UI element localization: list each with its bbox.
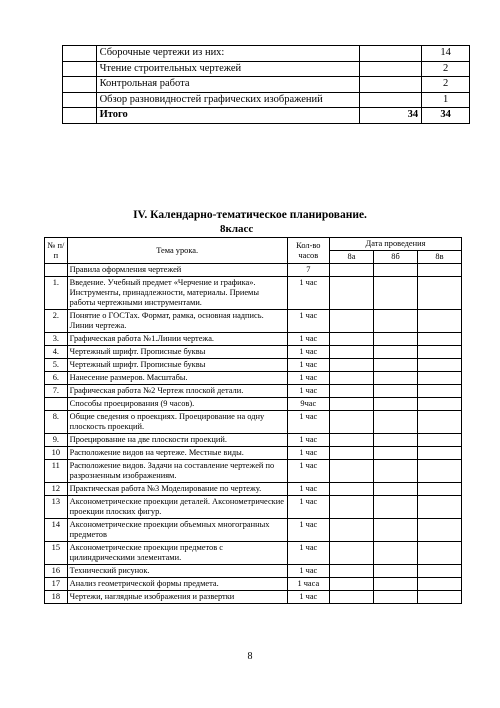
row-number: 1.: [45, 277, 68, 310]
summary-topic: Чтение строительных чертежей: [96, 61, 360, 77]
row-topic: Расположение видов на чертеже. Местные виды.: [67, 447, 287, 460]
row-date-8a: [330, 398, 374, 411]
row-number: 3.: [45, 333, 68, 346]
summary-row: [63, 77, 470, 93]
row-date-8a: [330, 372, 374, 385]
row-date-8b: [373, 277, 417, 310]
row-hours: 1 час: [287, 542, 329, 565]
row-topic: Чертежи, наглядные изображения и развертки: [67, 591, 287, 604]
row-date-8b: [373, 460, 417, 483]
row-date-8b: [373, 447, 417, 460]
row-hours: 1 час: [287, 434, 329, 447]
row-date-8b: [373, 434, 417, 447]
row-date-8a: [330, 264, 374, 277]
row-number: 9.: [45, 434, 68, 447]
row-number: 12: [45, 483, 68, 496]
row-hours: 1 час: [287, 591, 329, 604]
row-number: 16: [45, 565, 68, 578]
row-hours: 1 час: [287, 565, 329, 578]
row-date-8v: [417, 333, 461, 346]
row-topic: Анализ геометрической формы предмета.: [67, 578, 287, 591]
row-date-8v: [417, 346, 461, 359]
plan-row: [45, 496, 462, 519]
row-date-8v: [417, 565, 461, 578]
summary-hours: [360, 61, 422, 77]
row-date-8v: [417, 385, 461, 398]
plan-row: [45, 398, 462, 411]
header-date-8v: 8в: [417, 251, 461, 264]
plan-row: [45, 385, 462, 398]
row-hours: 1 час: [287, 333, 329, 346]
row-hours: 1 часа: [287, 578, 329, 591]
summary-topic: Контрольная работа: [96, 77, 360, 93]
row-date-8b: [373, 565, 417, 578]
row-date-8a: [330, 578, 374, 591]
plan-row: [45, 333, 462, 346]
plan-row: [45, 591, 462, 604]
plan-row: [45, 346, 462, 359]
row-date-8a: [330, 460, 374, 483]
row-date-8a: [330, 333, 374, 346]
row-date-8b: [373, 542, 417, 565]
row-date-8a: [330, 434, 374, 447]
row-date-8v: [417, 434, 461, 447]
plan-row: [45, 519, 462, 542]
row-date-8v: [417, 372, 461, 385]
row-date-8a: [330, 411, 374, 434]
plan-row: [45, 264, 462, 277]
row-topic: Аксонометрические проекции предметов с цилиндрическими элементами.: [67, 542, 287, 565]
plan-row: [45, 460, 462, 483]
plan-row: [45, 483, 462, 496]
row-date-8v: [417, 496, 461, 519]
row-hours: 1 час: [287, 310, 329, 333]
row-date-8v: [417, 310, 461, 333]
row-topic: Расположение видов. Задачи на составление чертежей по разрозненным изображениям.: [67, 460, 287, 483]
summary-row: [63, 92, 470, 108]
row-topic: Аксонометрические проекции деталей. Аксонометрические проекции плоских фигур.: [67, 496, 287, 519]
header-hours: Кол-во часов: [287, 238, 329, 264]
plan-header-row: [45, 238, 462, 251]
row-topic: Технический рисунок.: [67, 565, 287, 578]
row-number: 6.: [45, 372, 68, 385]
summary-table: [62, 45, 470, 124]
row-topic: Аксонометрические проекции объемных многогранных предметов: [67, 519, 287, 542]
summary-total-value: 34: [422, 108, 470, 124]
row-date-8b: [373, 372, 417, 385]
row-hours: 7: [287, 264, 329, 277]
summary-index-cell: [63, 108, 97, 124]
row-date-8v: [417, 460, 461, 483]
row-date-8a: [330, 385, 374, 398]
summary-topic: Обзор разновидностей графических изображений: [96, 92, 360, 108]
header-date-8b: 8б: [373, 251, 417, 264]
row-hours: 1 час: [287, 519, 329, 542]
row-number: 17: [45, 578, 68, 591]
row-date-8b: [373, 411, 417, 434]
row-number: 8.: [45, 411, 68, 434]
row-date-8b: [373, 483, 417, 496]
summary-hours: [360, 92, 422, 108]
header-date-group: Дата проведения: [330, 238, 462, 251]
row-date-8b: [373, 519, 417, 542]
row-topic: Введение. Учебный предмет «Черчение и графика». Инструменты, принадлежности, материалы. Приемы работы чертежными инструментами.: [67, 277, 287, 310]
summary-row: [63, 46, 470, 62]
row-hours: 1 час: [287, 496, 329, 519]
row-date-8v: [417, 483, 461, 496]
plan-row: [45, 565, 462, 578]
plan-row: [45, 434, 462, 447]
header-topic: Тема урока.: [67, 238, 287, 264]
summary-hours: [360, 77, 422, 93]
row-date-8b: [373, 578, 417, 591]
row-number: 10: [45, 447, 68, 460]
class-label: 8класс: [220, 223, 254, 235]
row-hours: 1 час: [287, 346, 329, 359]
plan-row: [45, 372, 462, 385]
row-date-8v: [417, 277, 461, 310]
row-hours: 1 час: [287, 447, 329, 460]
summary-index-cell: [63, 77, 97, 93]
plan-row: [45, 447, 462, 460]
row-date-8a: [330, 591, 374, 604]
row-date-8b: [373, 398, 417, 411]
summary-total: 2: [422, 61, 470, 77]
row-date-8b: [373, 346, 417, 359]
row-number: [45, 398, 68, 411]
row-hours: 1 час: [287, 411, 329, 434]
row-date-8v: [417, 542, 461, 565]
summary-total-row: [63, 108, 470, 124]
row-date-8a: [330, 542, 374, 565]
plan-row: [45, 578, 462, 591]
row-date-8b: [373, 333, 417, 346]
row-topic: Практическая работа №3 Моделирование по чертежу.: [67, 483, 287, 496]
row-topic: Проецирование на две плоскости проекций.: [67, 434, 287, 447]
row-number: 5.: [45, 359, 68, 372]
row-hours: 1 час: [287, 277, 329, 310]
row-topic: Понятие о ГОСТах. Формат, рамка, основная надпись. Линии чертежа.: [67, 310, 287, 333]
row-number: 13: [45, 496, 68, 519]
row-date-8a: [330, 310, 374, 333]
header-num: № п/п: [45, 238, 68, 264]
row-hours: 1 час: [287, 460, 329, 483]
row-hours: 1 час: [287, 385, 329, 398]
row-number: [45, 264, 68, 277]
summary-hours: [360, 46, 422, 62]
plan-table: [44, 237, 462, 604]
row-topic: Чертежный шрифт. Прописные буквы: [67, 359, 287, 372]
row-topic: Общие сведения о проекциях. Проецирование на одну плоскость проекций.: [67, 411, 287, 434]
header-date-8a: 8а: [330, 251, 374, 264]
plan-row: [45, 359, 462, 372]
row-number: 4.: [45, 346, 68, 359]
row-date-8a: [330, 346, 374, 359]
page-number: 8: [247, 651, 253, 662]
summary-index-cell: [63, 61, 97, 77]
summary-total: 14: [422, 46, 470, 62]
row-number: 18: [45, 591, 68, 604]
row-date-8b: [373, 591, 417, 604]
summary-total: 2: [422, 77, 470, 93]
section-title: IV. Календарно-тематическое планирование.: [133, 209, 367, 221]
row-date-8v: [417, 398, 461, 411]
row-date-8v: [417, 447, 461, 460]
row-date-8a: [330, 277, 374, 310]
summary-index-cell: [63, 92, 97, 108]
row-topic: Нанесение размеров. Масштабы.: [67, 372, 287, 385]
row-date-8v: [417, 519, 461, 542]
row-date-8b: [373, 310, 417, 333]
summary-total-hours: 34: [360, 108, 422, 124]
plan-row: [45, 277, 462, 310]
summary-total: 1: [422, 92, 470, 108]
row-topic: Графическая работа №1.Линии чертежа.: [67, 333, 287, 346]
row-date-8a: [330, 496, 374, 519]
row-date-8a: [330, 359, 374, 372]
row-topic: Правила оформления чертежей: [67, 264, 287, 277]
plan-row: [45, 411, 462, 434]
row-date-8b: [373, 359, 417, 372]
row-date-8v: [417, 359, 461, 372]
row-number: 14: [45, 519, 68, 542]
row-date-8v: [417, 578, 461, 591]
row-hours: 9час: [287, 398, 329, 411]
row-date-8a: [330, 519, 374, 542]
row-topic: Графическая работа №2 Чертеж плоской детали.: [67, 385, 287, 398]
row-topic: Чертежный шрифт. Прописные буквы: [67, 346, 287, 359]
row-number: 11: [45, 460, 68, 483]
summary-topic: Сборочные чертежи из них:: [96, 46, 360, 62]
row-date-8v: [417, 591, 461, 604]
row-date-8v: [417, 264, 461, 277]
row-hours: 1 час: [287, 372, 329, 385]
summary-index-cell: [63, 46, 97, 62]
row-date-8a: [330, 483, 374, 496]
row-number: 2.: [45, 310, 68, 333]
row-hours: 1 час: [287, 483, 329, 496]
row-number: 15: [45, 542, 68, 565]
row-number: 7.: [45, 385, 68, 398]
row-date-8b: [373, 496, 417, 519]
row-date-8b: [373, 385, 417, 398]
row-topic: Способы проецирования (9 часов).: [67, 398, 287, 411]
plan-row: [45, 542, 462, 565]
row-date-8a: [330, 447, 374, 460]
summary-row: [63, 61, 470, 77]
plan-row: [45, 310, 462, 333]
row-date-8v: [417, 411, 461, 434]
row-date-8a: [330, 565, 374, 578]
summary-total-label: Итого: [96, 108, 360, 124]
row-date-8b: [373, 264, 417, 277]
row-hours: 1 час: [287, 359, 329, 372]
